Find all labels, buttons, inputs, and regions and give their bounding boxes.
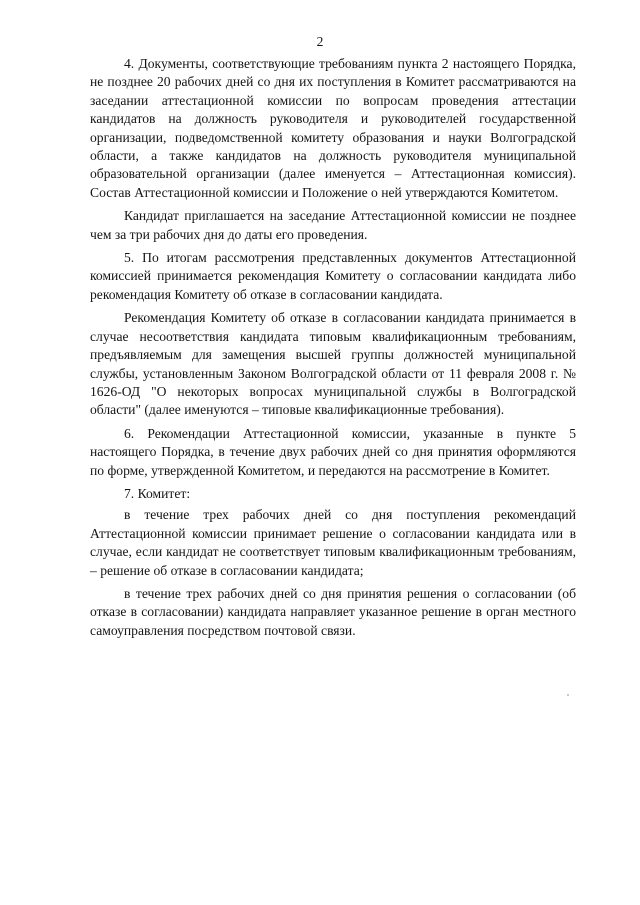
paragraph-item-6: 6. Рекомендации Аттестационной комиссии, указанные в пункте 5 настоящего Порядка, в течение двух рабочих дней со дня принятия оформляются по форме, утвержденной Комитетом, и передаются на рассмотрение в Комитет.: [90, 425, 576, 478]
paragraph-candidate-invitation: Кандидат приглашается на заседание Аттестационной комиссии не позднее чем за три рабочих дня до даты его проведения.: [90, 208, 576, 242]
paragraph-item-7-notification: в течение трех рабочих дней со дня принятия решения о согласовании (об отказе в согласовании) кандидата направляет указанное решение в орган местного самоуправления посредством почтовой связи.: [90, 585, 576, 638]
paragraph-item-7-heading: 7. Комитет:: [124, 485, 191, 501]
paragraph-item-5: 5. По итогам рассмотрения представленных документов Аттестационной комиссией принимается рекомендация Комитету о согласовании кандидата либо рекомендация Комитету об отказе в согласовании кандидата.: [90, 250, 576, 302]
paragraph-item-4: 4. Документы, соответствующие требованиям пункта 2 настоящего Порядка, не позднее 20 рабочих дней со дня их поступления в Комитет рассматриваются на заседании аттестационной комиссии по вопросам проведения аттестации кандидатов на должность руководителя и руководителей государственной организации, подведомственной комитету образования и науки Волгоградской области, а также кандидатов на должность руководителя муниципальной образовательной организации (далее именуется – Аттестационная комиссия). Состав Аттестационной комиссии и Положение о ней утверждаются Комитетом.: [90, 56, 576, 200]
paragraph-refusal-recommendation: Рекомендация Комитету об отказе в согласовании кандидата принимается в случае несоответствия кандидата типовым квалификационным требованиям, предъявляемым для замещения высшей группы должностей муниципальной службы, установленным Законом Волгоградской области от 11 февраля 2008 г. № 1626-ОД "О некоторых вопросах муниципальной службы в Волгоградской области" (далее именуются – типовые квалификационные требования).: [90, 310, 576, 418]
page-number: 2: [316, 34, 324, 49]
paragraph-item-7-decision: в течение трех рабочих дней со дня поступления рекомендаций Аттестационной комиссии принимает решение о согласовании кандидата или в случае, если кандидат не соответствует типовым квалификационным требованиям, – решение об отказе в согласовании кандидата;: [90, 507, 576, 578]
document-body: [90, 55, 576, 645]
scan-speck: [567, 694, 569, 696]
